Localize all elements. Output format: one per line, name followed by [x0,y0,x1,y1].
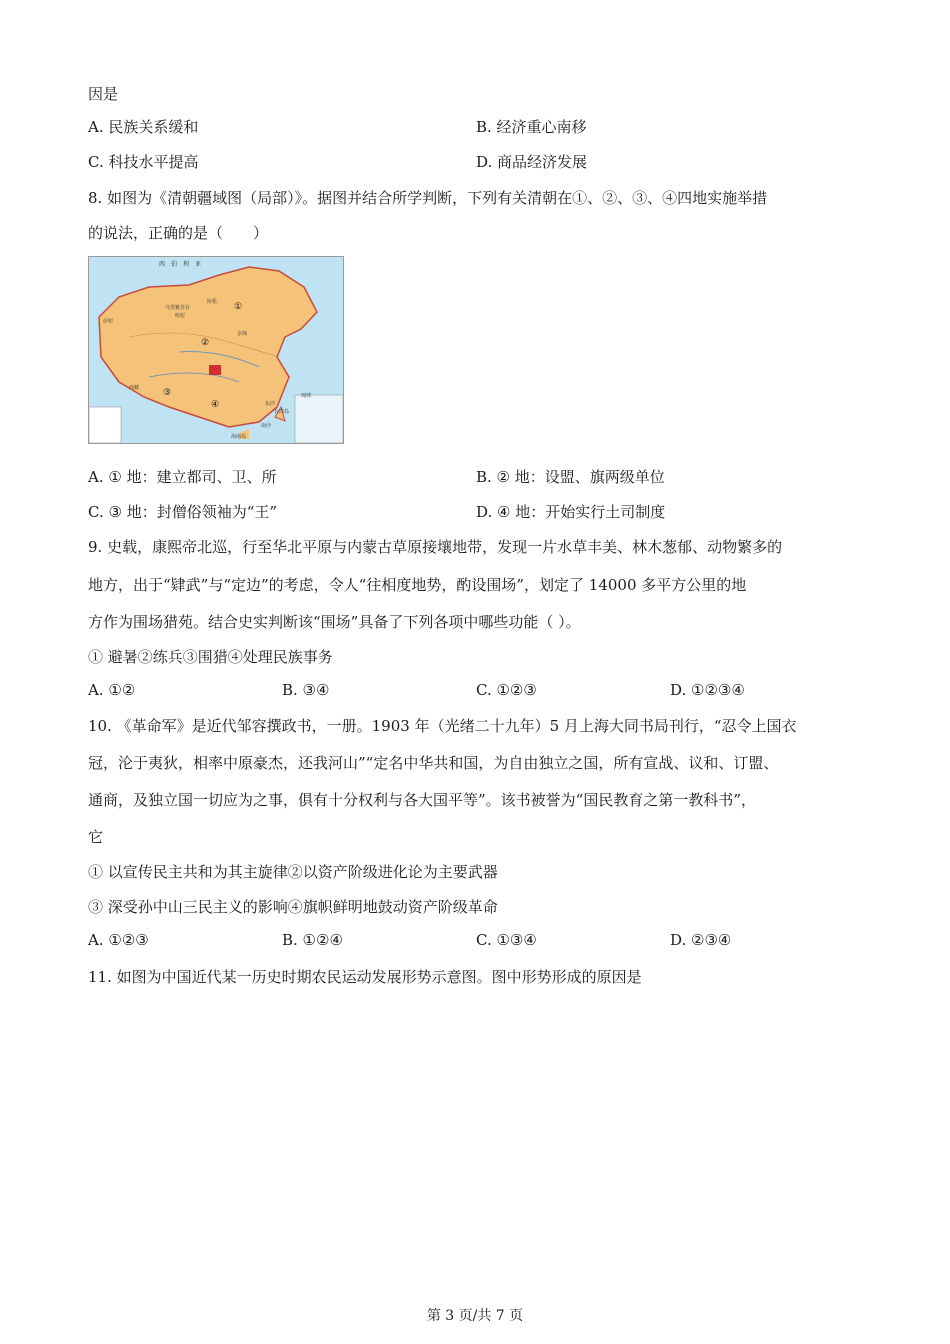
map-marker-1: ① [234,302,243,312]
q10-statements-2: ③ 深受孙中山三民主义的影响④旗帜鲜明地鼓动资产阶级革命 [88,898,498,916]
q7-option-b[interactable]: B. 经济重心南移 [476,118,587,136]
line-q7-end: 因是 [88,85,119,103]
q8-option-d[interactable]: D. ④ 地：开始实行土司制度 [476,503,666,521]
map-marker-2: ② [201,338,210,348]
q10-stem-4: 它 [88,828,104,846]
q10-statements-1: ① 以宣传民主共和为其主旋律②以资产阶级进化论为主要武器 [88,863,498,881]
q10-stem-1: 10. 《革命军》是近代邹容撰政书，一册。1903 年（光绪二十九年）5 月上海大同书局刊行，“忍令上国衣 [88,717,797,735]
map-marker-4: ④ [211,400,220,410]
q11-stem: 11. 如图为中国近代某一历史时期农民运动发展形势示意图。图中形势形成的原因是 [88,968,642,986]
q9-stem-3: 方作为围场猎苑。结合史实判断该“围场”具备了下列各项中哪些功能（ ）。 [88,613,581,631]
q8-stem-2: 的说法，正确的是（ ） [88,224,269,242]
q9-option-c[interactable]: C. ①②③ [476,681,537,699]
q7-option-c[interactable]: C. 科技水平提高 [88,153,199,171]
q7-option-a[interactable]: A. 民族关系缓和 [88,118,199,136]
map-label: 乌里雅苏台 [165,305,191,311]
map-label: 京师 [237,331,248,337]
map-graphic [89,257,343,443]
map-label: 台湾岛 [274,409,290,415]
q9-statements: ① 避暑②练兵③围猎④处理民族事务 [88,648,333,666]
q9-stem-2: 地方，出于“肄武”与“定边”的考虑，令人“往相度地势，酌设围场”，划定了 14000 多平方公里的地 [88,576,747,594]
map-label: 哈密 [175,313,186,319]
q8-option-b[interactable]: B. ② 地：设盟、旗两级单位 [476,468,665,486]
map-label: 琉球 [301,393,312,399]
q10-option-d[interactable]: D. ②③④ [670,931,732,949]
q10-option-c[interactable]: C. ①③④ [476,931,537,949]
map-label: 伊犁 [103,319,114,325]
q8-option-a[interactable]: A. ① 地：建立都司、卫、所 [88,468,277,486]
q7-option-d[interactable]: D. 商品经济发展 [476,153,588,171]
qing-territory-map [88,256,344,444]
map-label: 东沙 [265,401,276,407]
q8-option-c[interactable]: C. ③ 地：封僧俗领袖为“王” [88,503,278,521]
q8-stem-1: 8. 如图为《清朝疆域图（局部）》。据图并结合所学判断，下列有关清朝在①、②、③、④四地实施举措 [88,189,768,207]
page-footer: 第 3 页/共 7 页 [426,1308,524,1324]
q10-option-a[interactable]: A. ①②③ [88,931,149,949]
map-label: 库伦 [207,299,218,305]
q9-option-a[interactable]: A. ①② [88,681,136,699]
map-marker-3: ③ [163,388,172,398]
q10-option-b[interactable]: B. ①②④ [282,931,343,949]
map-top-label: 西 伯 利 亚 [159,261,202,268]
q9-option-b[interactable]: B. ③④ [282,681,330,699]
q9-stem-1: 9. 史载，康熙帝北巡，行至华北平原与内蒙古草原接壤地带，发现一片水草丰美、林木葱郁、动物繁多的 [88,538,783,556]
map-label: 南沙 [261,423,272,429]
q10-stem-2: 冠，沦于夷狄，相率中原豪杰，还我河山”“定名中华共和国，为自由独立之国，所有宣战、议和、订盟、 [88,754,779,772]
q9-option-d[interactable]: D. ①②③④ [670,681,745,699]
q10-stem-3: 通商，及独立国一切应为之事，俱有十分权利与各大国平等”。该书被誉为“国民教育之第一教科书”， [88,791,757,809]
map-label: 西藏 [129,385,140,391]
map-label: 海南岛 [231,434,247,440]
